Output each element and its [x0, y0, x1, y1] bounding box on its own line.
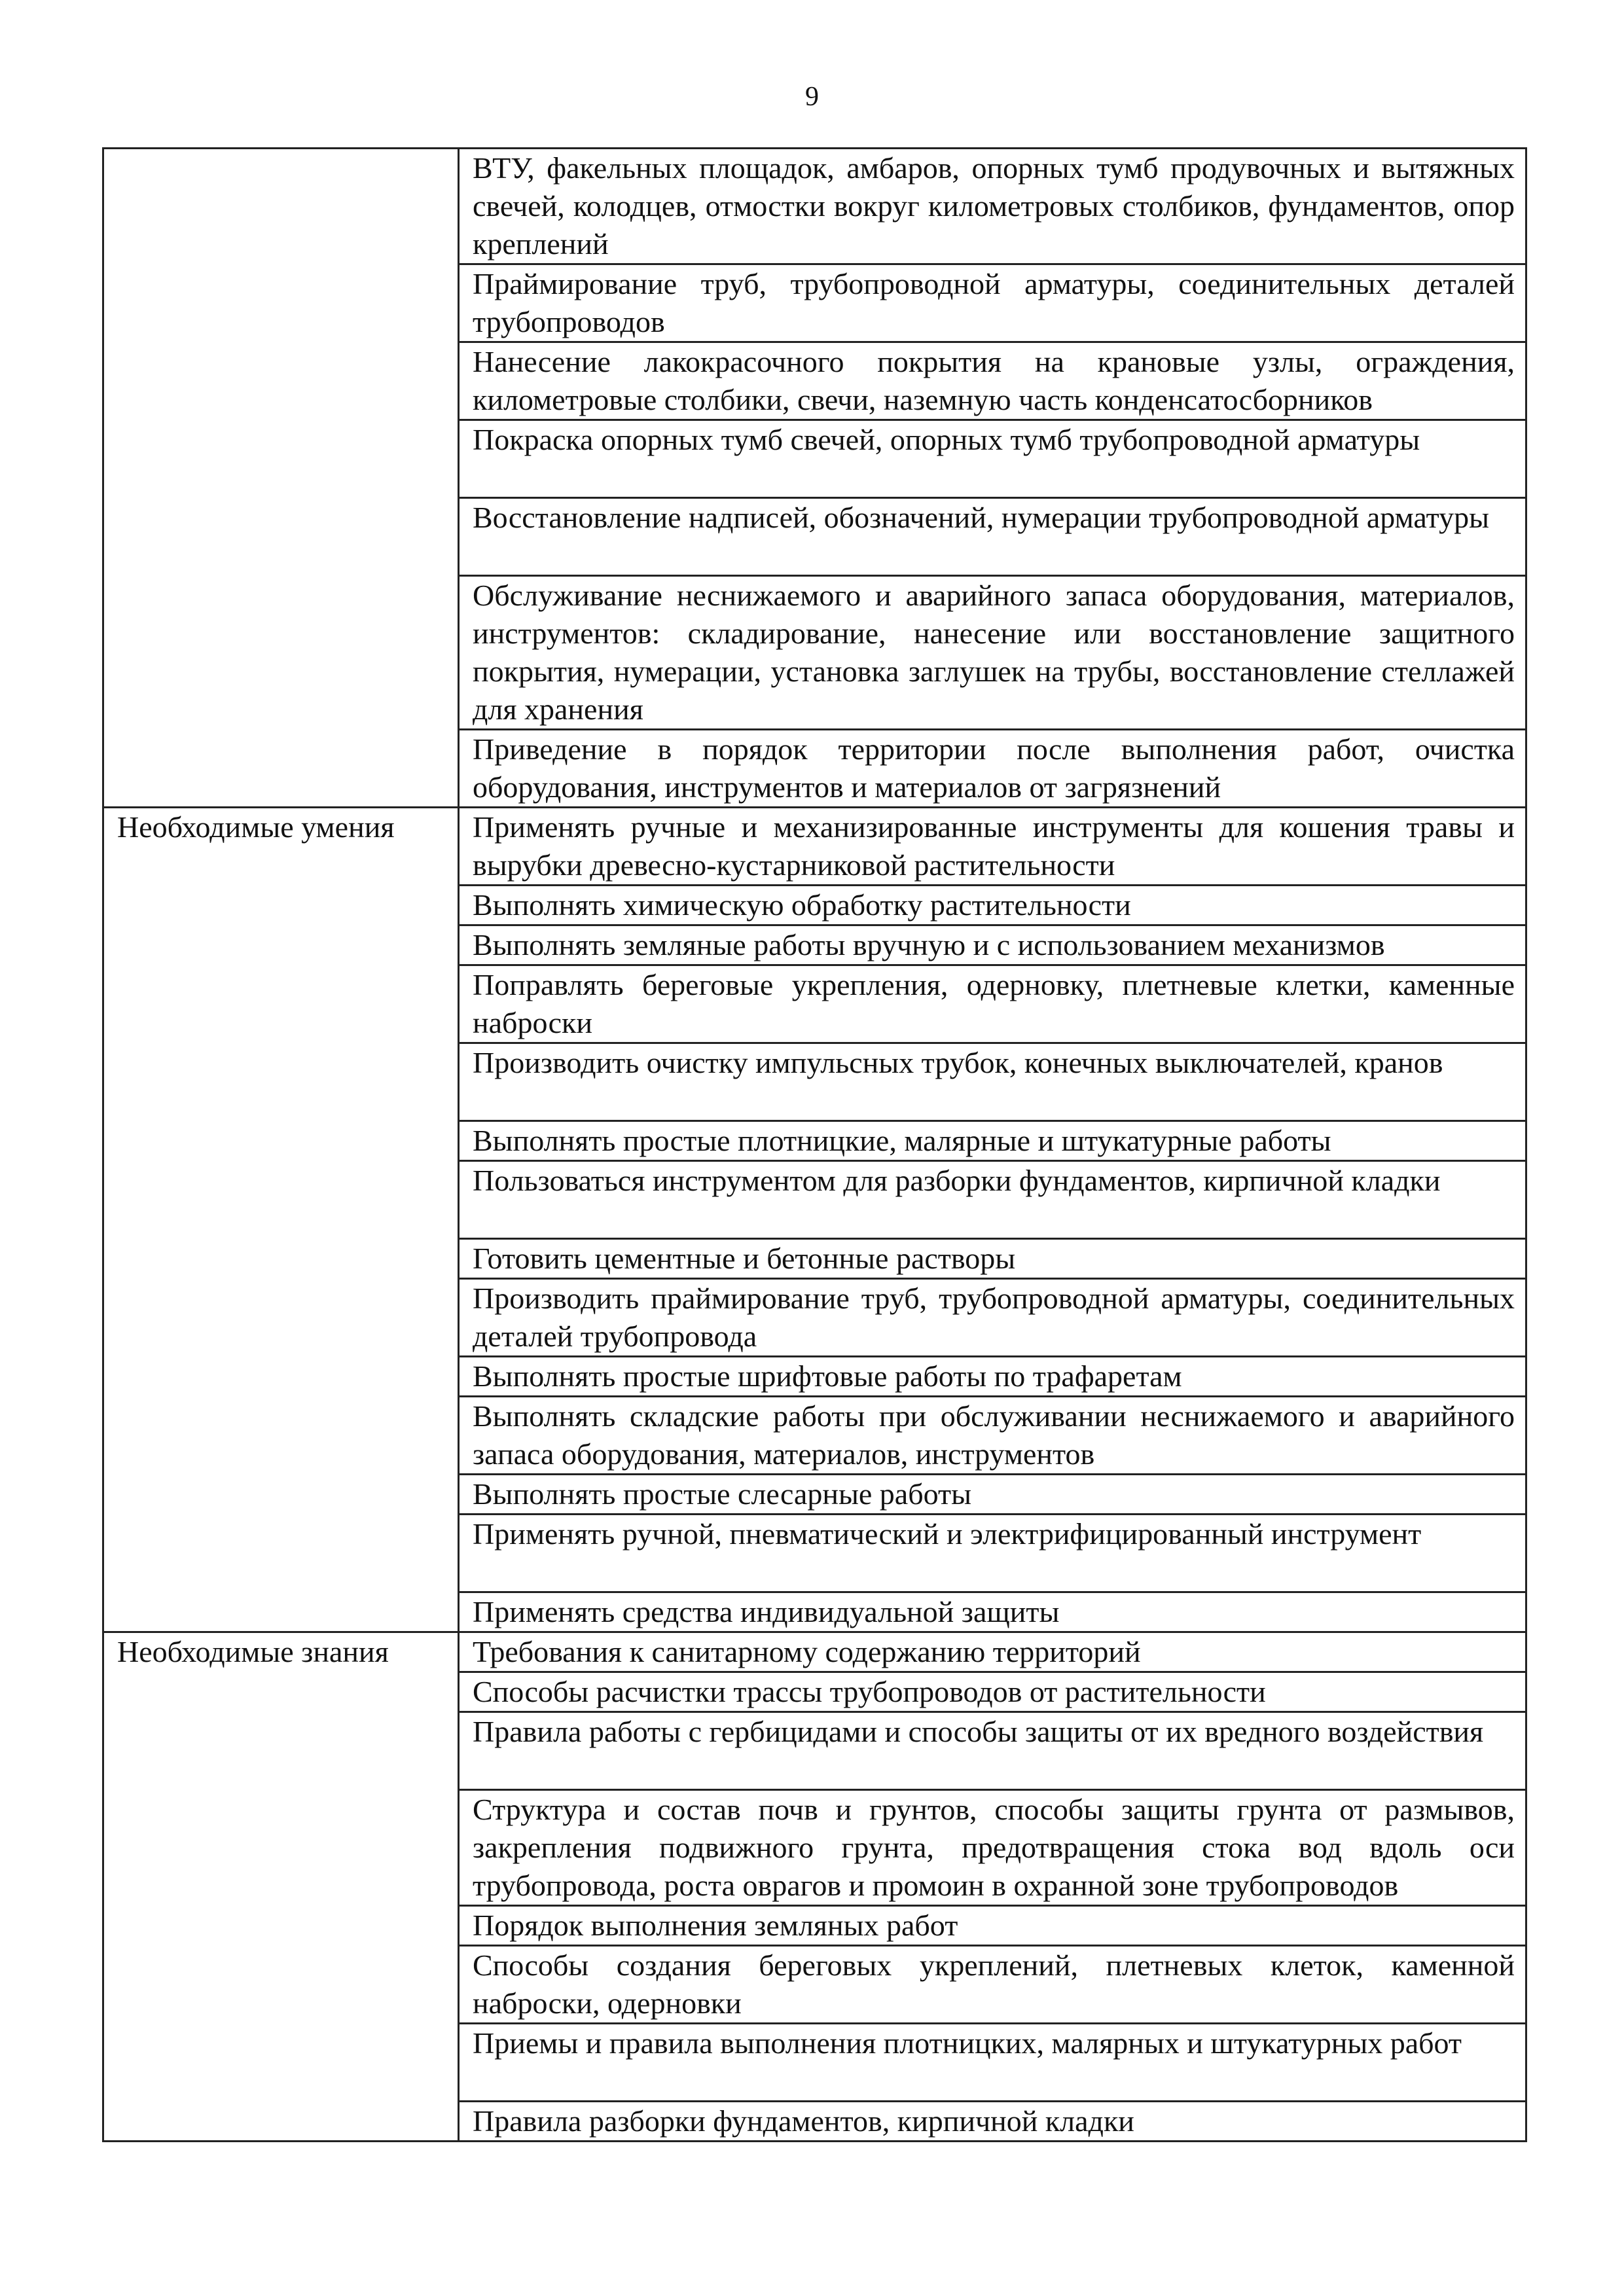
table-cell: Приемы и правила выполнения плотницких, малярных и штукатурных работ — [459, 2024, 1526, 2102]
table-cell: Требования к санитарному содержанию территорий — [459, 1632, 1526, 1672]
table-cell: Нанесение лакокрасочного покрытия на крановые узлы, ограждения, километровые столбики, свечи, наземную часть конденсатосборников — [459, 342, 1526, 420]
table-cell: Праймирование труб, трубопроводной арматуры, соединительных деталей трубопроводов — [459, 264, 1526, 342]
section-label — [103, 149, 459, 808]
table-cell: Восстановление надписей, обозначений, нумерации трубопроводной арматуры — [459, 498, 1526, 576]
section-label: Необходимые умения — [103, 808, 459, 1632]
table-cell: Применять средства индивидуальной защиты — [459, 1592, 1526, 1632]
table-cell: Применять ручной, пневматический и электрифицированный инструмент — [459, 1515, 1526, 1592]
table-row — [103, 808, 1526, 886]
table-cell: Пользоваться инструментом для разборки фундаментов, кирпичной кладки — [459, 1161, 1526, 1239]
page-number: 9 — [805, 82, 819, 112]
table-cell: Выполнять складские работы при обслуживании неснижаемого и аварийного запаса оборудования, материалов, инструментов — [459, 1397, 1526, 1475]
table-cell: Способы расчистки трассы трубопроводов от растительности — [459, 1672, 1526, 1712]
table-cell: Готовить цементные и бетонные растворы — [459, 1239, 1526, 1279]
table-cell: Выполнять простые слесарные работы — [459, 1475, 1526, 1515]
table-cell: Правила разборки фундаментов, кирпичной кладки — [459, 2102, 1526, 2142]
table-cell: Приведение в порядок территории после выполнения работ, очистка оборудования, инструментов и материалов от загрязнений — [459, 730, 1526, 808]
table-cell: ВТУ, факельных площадок, амбаров, опорных тумб продувочных и вытяжных свечей, колодцев, отмостки вокруг километровых столбиков, фундаментов, опор креплений — [459, 149, 1526, 264]
table-row — [103, 149, 1526, 264]
table-cell: Выполнять простые шрифтовые работы по трафаретам — [459, 1357, 1526, 1397]
table-cell: Способы создания береговых укреплений, плетневых клеток, каменной наброски, одерновки — [459, 1946, 1526, 2024]
table-cell: Применять ручные и механизированные инструменты для кошения травы и вырубки древесно-кустарниковой растительности — [459, 808, 1526, 886]
table-cell: Выполнять простые плотницкие, малярные и штукатурные работы — [459, 1121, 1526, 1161]
table-cell: Правила работы с гербицидами и способы защиты от их вредного воздействия — [459, 1712, 1526, 1790]
table-cell: Выполнять земляные работы вручную и с использованием механизмов — [459, 925, 1526, 965]
section-label: Необходимые знания — [103, 1632, 459, 2142]
table-cell: Структура и состав почв и грунтов, способы защиты грунта от размывов, закрепления подвижного грунта, предотвращения стока вод вдоль оси трубопровода, роста оврагов и промоин в охранной зоне трубопроводов — [459, 1790, 1526, 1906]
table-cell: Поправлять береговые укрепления, одерновку, плетневые клетки, каменные наброски — [459, 965, 1526, 1043]
table-cell: Порядок выполнения земляных работ — [459, 1906, 1526, 1946]
table-cell: Производить очистку импульсных трубок, конечных выключателей, кранов — [459, 1043, 1526, 1121]
table-cell: Обслуживание неснижаемого и аварийного запаса оборудования, материалов, инструментов: складирование, нанесение или восстановление защитного покрытия, нумерации, установка заглушек на трубы, восстановление стеллажей для хранения — [459, 576, 1526, 730]
table-cell: Покраска опорных тумб свечей, опорных тумб трубопроводной арматуры — [459, 420, 1526, 498]
table-cell: Выполнять химическую обработку растительности — [459, 886, 1526, 925]
competency-table — [102, 147, 1527, 2142]
table-cell: Производить праймирование труб, трубопроводной арматуры, соединительных деталей трубопровода — [459, 1279, 1526, 1357]
table-row — [103, 1632, 1526, 1672]
